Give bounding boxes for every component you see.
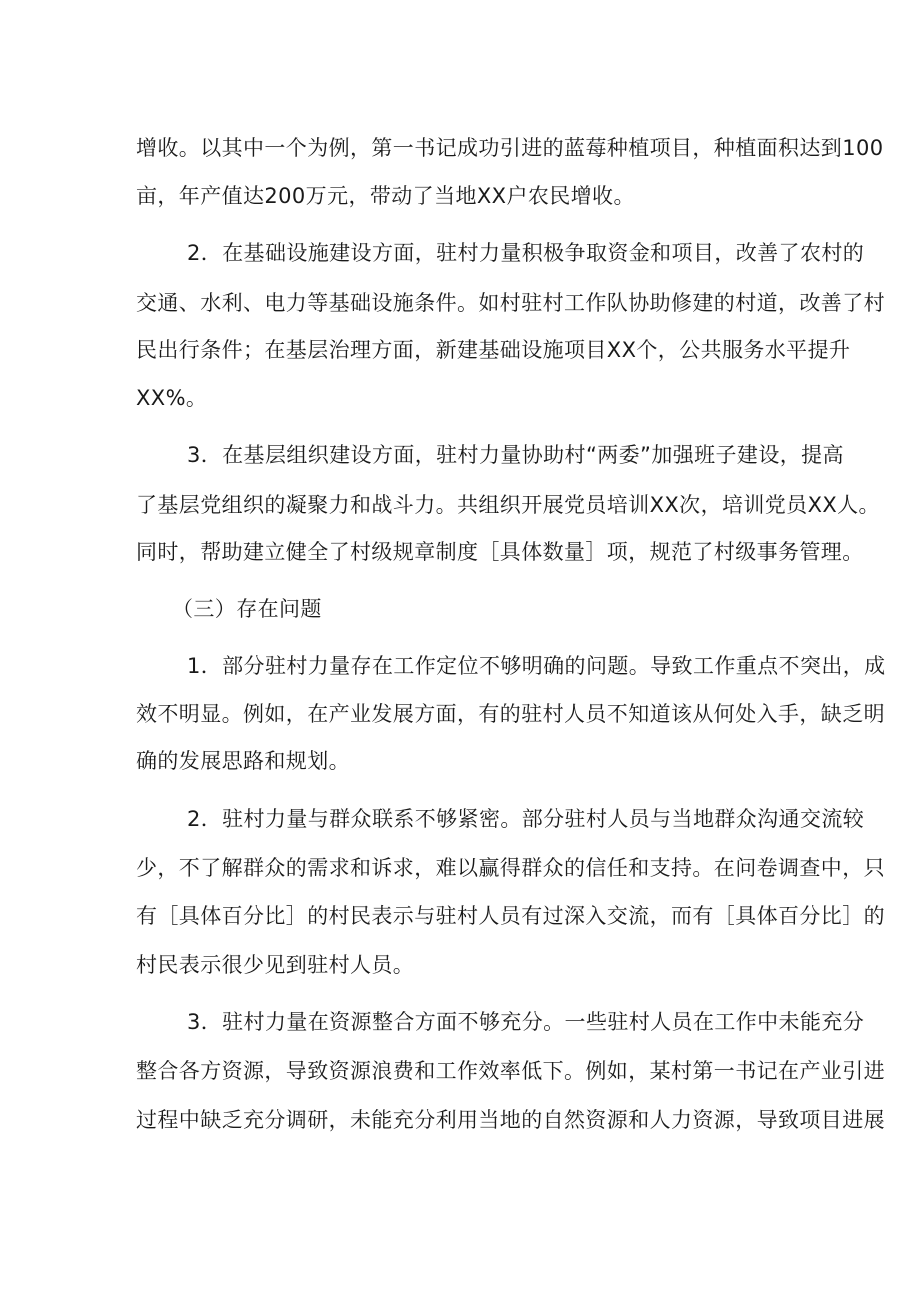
text-line: 了基层党组织的凝聚力和战斗力。共组织开展党员培训XX次，培训党员XX人。 <box>136 493 880 517</box>
text-line: 亩，年产值达200万元，带动了当地XX户农民增收。 <box>136 184 635 208</box>
text-line: 1．部分驻村力量存在工作定位不够明确的问题。导致工作重点不突出，成 <box>187 654 886 678</box>
text-line: 效不明显。例如，在产业发展方面，有的驻村人员不知道该从何处入手，缺乏明 <box>136 702 885 726</box>
text-line: 过程中缺乏充分调研，未能充分利用当地的自然资源和人力资源，导致项目进展 <box>136 1108 885 1132</box>
text-line: 同时，帮助建立健全了村级规章制度［具体数量］项，规范了村级事务管理。 <box>136 540 864 564</box>
text-line: 有［具体百分比］的村民表示与驻村人员有过深入交流，而有［具体百分比］的 <box>136 904 885 928</box>
text-line: 3．在基层组织建设方面，驻村力量协助村“两委”加强班子建设，提高 <box>187 443 844 467</box>
text-line: 2．在基础设施建设方面，驻村力量积极争取资金和项目，改善了农村的 <box>187 241 865 265</box>
text-line: 交通、水利、电力等基础设施条件。如村驻村工作队协助修建的村道，改善了村 <box>136 291 885 315</box>
text-line: 民出行条件；在基层治理方面，新建基础设施项目XX个，公共服务水平提升 <box>136 338 851 362</box>
text-line: 少，不了解群众的需求和诉求，难以赢得群众的信任和支持。在问卷调查中，只 <box>136 856 885 880</box>
text-line: 确的发展思路和规划。 <box>136 749 350 773</box>
text-line: 村民表示很少见到驻村人员。 <box>136 953 415 977</box>
text-line: 3．驻村力量在资源整合方面不够充分。一些驻村人员在工作中未能充分 <box>187 1010 865 1034</box>
text-line: 整合各方资源，导致资源浪费和工作效率低下。例如，某村第一书记在产业引进 <box>136 1059 885 1083</box>
text-line: 增收。以其中一个为例，第一书记成功引进的蓝莓种植项目，种植面积达到100 <box>136 136 884 160</box>
section-heading: （三）存在问题 <box>172 597 322 621</box>
text-line: XX%。 <box>136 386 208 410</box>
text-line: 2．驻村力量与群众联系不够紧密。部分驻村人员与当地群众沟通交流较 <box>187 807 865 831</box>
